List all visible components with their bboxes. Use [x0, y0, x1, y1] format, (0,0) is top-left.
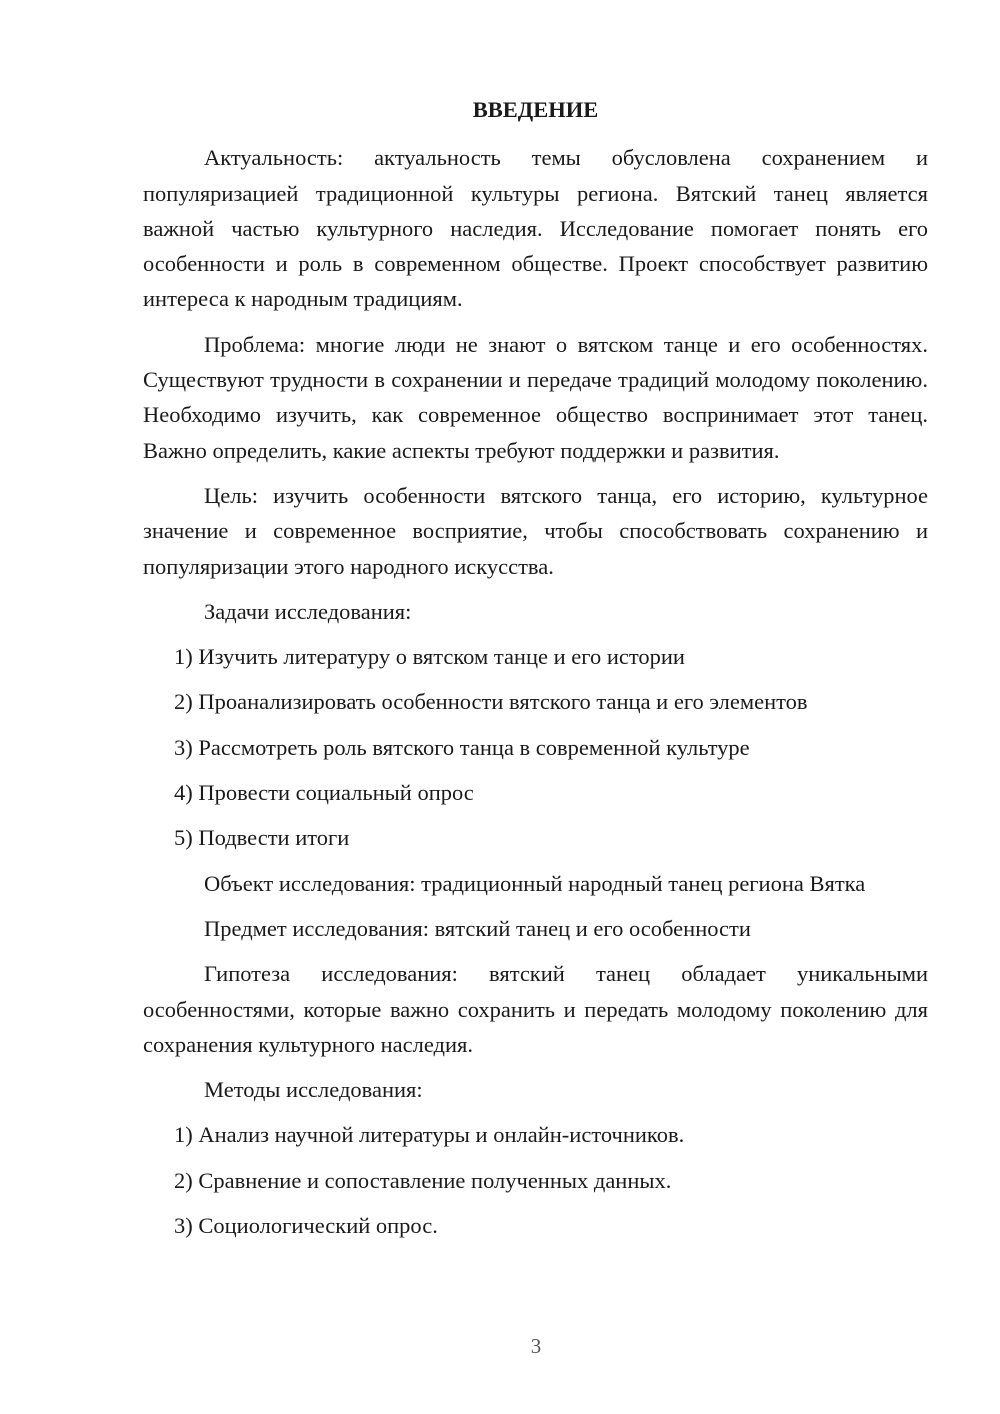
hypothesis-paragraph: Гипотеза исследования: вятский танец обладает уникальными особенностями, которые важно сохранить и передать молодому поколению для сохранения культурного наследия.	[143, 961, 928, 1057]
relevance-paragraph: Актуальность: актуальность темы обусловлена сохранением и популяризацией традиционной культуры региона. Вятский танец является важной частью культурного наследия. Исследование помогает понять его особенности и роль в современном обществе. Проект способствует развитию интереса к народным традициям.	[143, 145, 928, 312]
task-item: 5) Подвести итоги	[174, 825, 350, 851]
method-item: 3) Социологический опрос.	[174, 1213, 438, 1239]
goal-paragraph: Цель: изучить особенности вятского танца, его историю, культурное значение и современное восприятие, чтобы способствовать сохранению и популяризации этого народного искусства.	[143, 482, 928, 579]
task-item: 1) Изучить литературу о вятском танце и его истории	[174, 644, 685, 670]
object-paragraph: Объект исследования: традиционный народный танец региона Вятка	[204, 870, 866, 896]
task-item: 2) Проанализировать особенности вятского танца и его элементов	[174, 689, 808, 715]
page-number: 3	[530, 1334, 542, 1358]
task-item: 3) Рассмотреть роль вятского танца в современной культуре	[174, 734, 750, 760]
tasks-list	[143, 639, 928, 855]
methods-heading: Методы исследования:	[204, 1077, 423, 1103]
document-page	[143, 92, 928, 1253]
subject-paragraph: Предмет исследования: вятский танец и его особенности	[204, 915, 751, 941]
tasks-heading: Задачи исследования:	[204, 598, 412, 624]
problem-paragraph: Проблема: многие люди не знают о вятском танце и его особенностях. Существуют трудности в сохранении и передаче традиций молодому поколению. Необходимо изучить, как современное общество воспринимает этот танец. Важно определить, какие аспекты требуют поддержки и развития.	[143, 331, 928, 463]
task-item: 4) Провести социальный опрос	[174, 780, 474, 806]
method-item: 1) Анализ научной литературы и онлайн-источников.	[174, 1122, 685, 1148]
methods-list	[143, 1117, 928, 1243]
method-item: 2) Сравнение и сопоставление полученных данных.	[174, 1167, 672, 1193]
section-title: ВВЕДЕНИЕ	[472, 97, 599, 122]
